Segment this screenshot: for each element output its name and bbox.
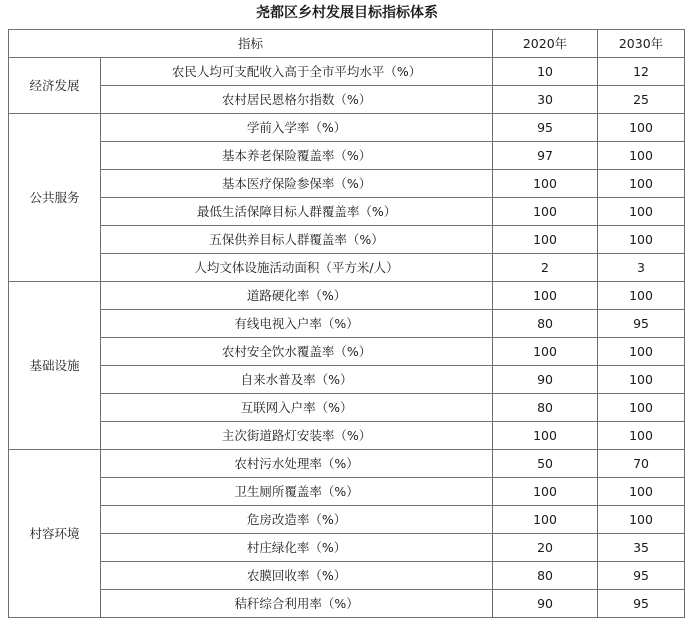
- table-row: [9, 58, 685, 86]
- value-2030-cell: 100: [598, 226, 685, 254]
- table-row: [9, 478, 685, 506]
- indicator-cell: 农民人均可支配收入高于全市平均水平（%）: [101, 58, 493, 86]
- value-2020-cell: 100: [493, 198, 598, 226]
- header-year-2020: 2020年: [493, 30, 598, 58]
- indicator-cell: 人均文体设施活动面积（平方米/人）: [101, 254, 493, 282]
- table-row: [9, 562, 685, 590]
- value-2030-cell: 95: [598, 310, 685, 338]
- category-cell: 基础设施: [9, 282, 101, 450]
- value-2030-cell: 100: [598, 422, 685, 450]
- table-row: [9, 114, 685, 142]
- table-row: [9, 170, 685, 198]
- value-2030-cell: 95: [598, 562, 685, 590]
- indicator-cell: 五保供养目标人群覆盖率（%）: [101, 226, 493, 254]
- value-2020-cell: 100: [493, 282, 598, 310]
- indicator-cell: 农膜回收率（%）: [101, 562, 493, 590]
- category-cell: 经济发展: [9, 58, 101, 114]
- value-2020-cell: 100: [493, 422, 598, 450]
- indicator-cell: 农村安全饮水覆盖率（%）: [101, 338, 493, 366]
- header-year-2030: 2030年: [598, 30, 685, 58]
- indicator-cell: 基本医疗保险参保率（%）: [101, 170, 493, 198]
- value-2020-cell: 90: [493, 366, 598, 394]
- value-2020-cell: 95: [493, 114, 598, 142]
- table-row: [9, 422, 685, 450]
- value-2020-cell: 100: [493, 338, 598, 366]
- indicator-cell: 互联网入户率（%）: [101, 394, 493, 422]
- table-row: [9, 226, 685, 254]
- table-row: [9, 394, 685, 422]
- value-2030-cell: 100: [598, 478, 685, 506]
- header-row: [9, 30, 685, 58]
- value-2020-cell: 80: [493, 562, 598, 590]
- indicator-cell: 卫生厕所覆盖率（%）: [101, 478, 493, 506]
- value-2020-cell: 30: [493, 86, 598, 114]
- indicator-cell: 基本养老保险覆盖率（%）: [101, 142, 493, 170]
- value-2030-cell: 12: [598, 58, 685, 86]
- table-row: [9, 310, 685, 338]
- indicator-cell: 最低生活保障目标人群覆盖率（%）: [101, 198, 493, 226]
- value-2020-cell: 2: [493, 254, 598, 282]
- table-row: [9, 86, 685, 114]
- table-row: [9, 366, 685, 394]
- value-2030-cell: 100: [598, 394, 685, 422]
- table-row: [9, 338, 685, 366]
- value-2030-cell: 100: [598, 142, 685, 170]
- value-2020-cell: 10: [493, 58, 598, 86]
- value-2030-cell: 100: [598, 366, 685, 394]
- value-2030-cell: 100: [598, 114, 685, 142]
- value-2020-cell: 100: [493, 170, 598, 198]
- value-2030-cell: 100: [598, 338, 685, 366]
- table-row: [9, 590, 685, 618]
- table-row: [9, 450, 685, 478]
- table-row: [9, 282, 685, 310]
- category-cell: 村容环境: [9, 450, 101, 618]
- value-2020-cell: 90: [493, 590, 598, 618]
- value-2030-cell: 100: [598, 282, 685, 310]
- indicator-cell: 自来水普及率（%）: [101, 366, 493, 394]
- value-2030-cell: 95: [598, 590, 685, 618]
- value-2020-cell: 97: [493, 142, 598, 170]
- table-row: [9, 534, 685, 562]
- value-2030-cell: 25: [598, 86, 685, 114]
- value-2020-cell: 20: [493, 534, 598, 562]
- value-2030-cell: 3: [598, 254, 685, 282]
- value-2020-cell: 80: [493, 310, 598, 338]
- indicator-cell: 农村污水处理率（%）: [101, 450, 493, 478]
- value-2030-cell: 100: [598, 506, 685, 534]
- category-cell: 公共服务: [9, 114, 101, 282]
- indicator-cell: 学前入学率（%）: [101, 114, 493, 142]
- header-indicator: 指标: [9, 30, 493, 58]
- value-2020-cell: 80: [493, 394, 598, 422]
- value-2020-cell: 100: [493, 226, 598, 254]
- indicator-cell: 农村居民恩格尔指数（%）: [101, 86, 493, 114]
- table-row: [9, 142, 685, 170]
- value-2020-cell: 50: [493, 450, 598, 478]
- table-row: [9, 506, 685, 534]
- indicator-cell: 村庄绿化率（%）: [101, 534, 493, 562]
- table-title: 尧都区乡村发展目标指标体系: [256, 5, 438, 21]
- indicator-cell: 秸秆综合利用率（%）: [101, 590, 493, 618]
- indicator-cell: 危房改造率（%）: [101, 506, 493, 534]
- table-row: [9, 254, 685, 282]
- table-row: [9, 198, 685, 226]
- indicator-cell: 主次街道路灯安装率（%）: [101, 422, 493, 450]
- value-2030-cell: 100: [598, 170, 685, 198]
- table-body: [9, 58, 685, 618]
- value-2020-cell: 100: [493, 506, 598, 534]
- indicator-cell: 有线电视入户率（%）: [101, 310, 493, 338]
- value-2020-cell: 100: [493, 478, 598, 506]
- indicator-cell: 道路硬化率（%）: [101, 282, 493, 310]
- indicator-table: [8, 29, 685, 618]
- value-2030-cell: 35: [598, 534, 685, 562]
- value-2030-cell: 100: [598, 198, 685, 226]
- value-2030-cell: 70: [598, 450, 685, 478]
